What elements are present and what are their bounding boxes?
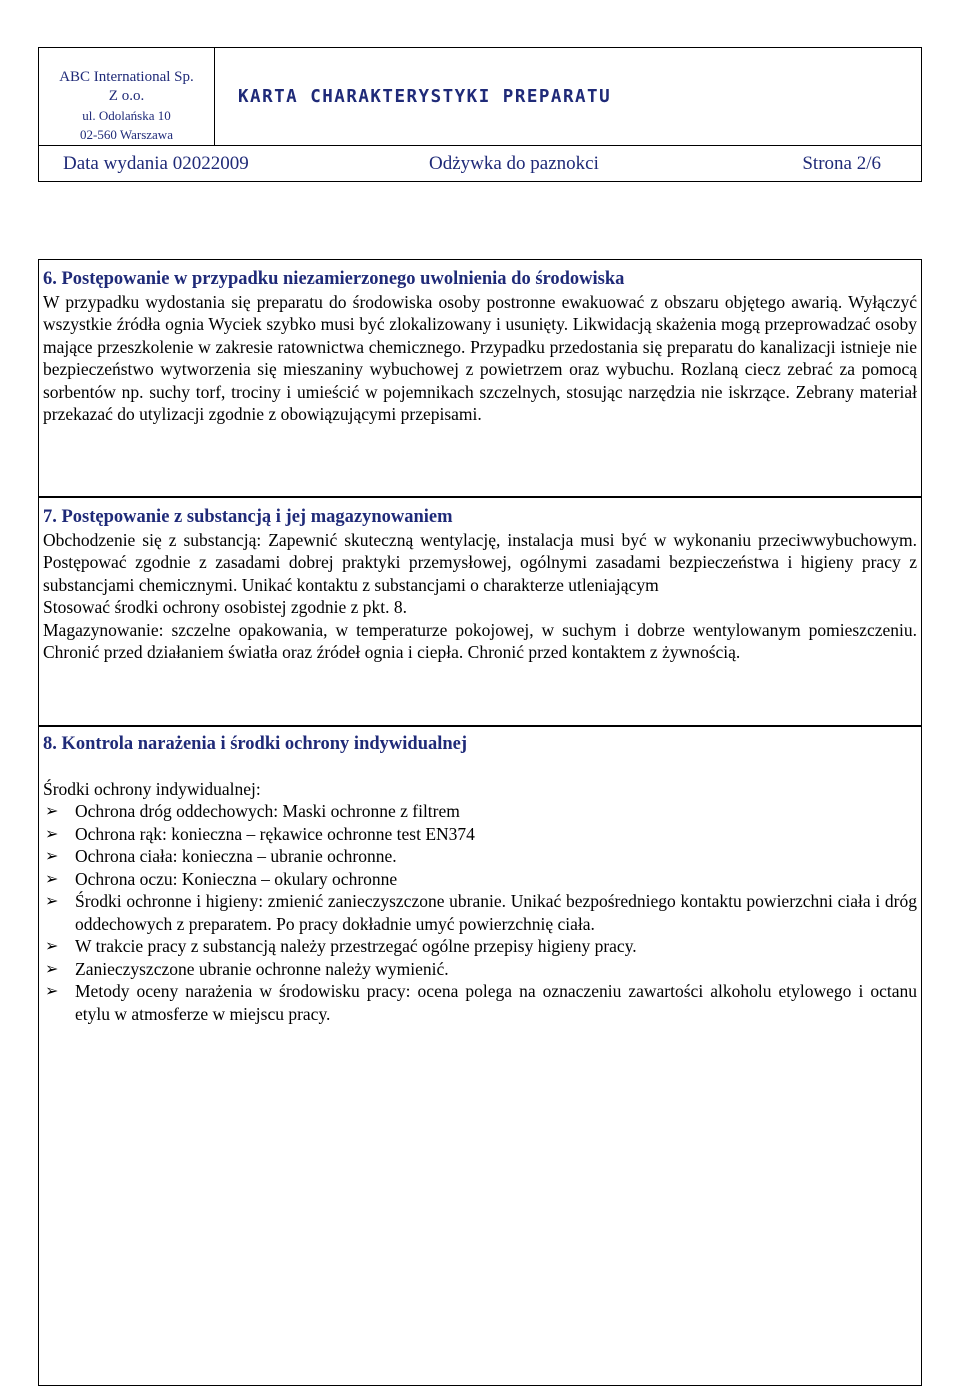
list-item: ➢ Metody oceny narażenia w środowisku pracy: ocena polega na oznaczeniu zawartości alkoholu etylowego i octanu etylu w atmosferze w miejscu pracy. (45, 981, 917, 1024)
arrowhead-bullet-icon: ➢ (45, 846, 59, 865)
arrowhead-bullet-icon: ➢ (45, 891, 59, 910)
page-number: Strona 2/6 (802, 153, 881, 174)
document-title: KARTA CHARAKTERYSTYKI PREPARATU (238, 86, 612, 107)
section-6 (38, 259, 922, 497)
ppe-list (43, 800, 917, 1025)
section-7-storage: Magazynowanie: szczelne opakowania, w temperaturze pokojowej, w suchym i dobrze wentylowanym pomieszczeniu. Chronić przed działaniem światła oraz źródeł ognia i ciepła. Chronić przed kontaktem z żywnością. (43, 619, 917, 662)
section-6-body: W przypadku wydostania się preparatu do środowiska osoby postronne ewakuować z obszaru objętego awarią. Wyłączyć wszystkie źródła ognia Wyciek szybko musi być zlokalizowany i usunięty. Likwidacją skażenia mogą przeprowadzać osoby mające przeszkolenie w zakresie ratownictwa chemicznego. Przypadku przedostania się preparatu do kanalizacji istnieje nie bezpieczeństwo wytworzenia się mieszaniny wybuchowej z powietrzem oraz wybuchu. Rozlaną ciecz zebrać za pomocą sorbentów np. suchy torf, trociny i umieścić w pojemnikach szczelnych, stosując narzędzia nie iskrzące. Zebrany materiał przekazać do utylizacji zgodnie z obowiązującymi przepisami. (43, 291, 917, 424)
section-8-heading: 8. Kontrola narażenia i środki ochrony indywidualnej (43, 734, 468, 754)
arrowhead-bullet-icon: ➢ (45, 958, 59, 978)
list-item: ➢ Ochrona rąk: konieczna – rękawice ochronne test EN374 (45, 823, 475, 844)
company-block (39, 48, 215, 145)
company-form: Z o.o. (108, 88, 145, 104)
list-item: ➢ Ochrona ciała: konieczna – ubranie ochronne. (45, 846, 397, 866)
section-7 (38, 497, 922, 726)
arrowhead-bullet-icon: ➢ (45, 936, 59, 955)
product-name: Odżywka do paznokci (429, 153, 599, 174)
list-item: ➢ Ochrona dróg oddechowych: Maski ochronne z filtrem (45, 801, 460, 821)
arrowhead-bullet-icon: ➢ (45, 868, 59, 888)
section-7-ppe-reference: Stosować środki ochrony osobistej zgodnie z pkt. 8. (43, 597, 408, 617)
company-city: 02-560 Warszawa (80, 127, 173, 142)
section-6-heading: 6. Postępowanie w przypadku niezamierzonego uwolnienia do środowiska (43, 269, 625, 289)
document-header (38, 47, 922, 182)
section-7-heading: 7. Postępowanie z substancją i jej magazynowaniem (43, 507, 453, 527)
section-8 (38, 726, 922, 1386)
company-name: ABC International Sp. (59, 69, 194, 85)
arrowhead-bullet-icon: ➢ (45, 801, 59, 820)
section-7-handling: Obchodzenie się z substancją: Zapewnić skuteczną wentylację, instalacja musi być w wykonaniu przeciwwybuchowym. Postępować zgodnie z zasadami dobrej praktyki przemysłowej, ogólnymi zasadami bezpieczeństwa i higieny pracy z substancjami chemicznymi. Unikać kontaktu z substancjami o charakterze utleniającym (43, 529, 917, 595)
arrowhead-bullet-icon: ➢ (45, 823, 59, 843)
issue-date: Data wydania 02022009 (63, 153, 249, 174)
ppe-subheading: Środki ochrony indywidualnej: (43, 778, 261, 799)
list-item: ➢ Środki ochronne i higieny: zmienić zanieczyszczone ubranie. Unikać bezpośredniego kontaktu powierzchni ciała i dróg oddechowych z preparatem. Po pracy dokładnie umyć powierzchnię ciała. (45, 891, 917, 934)
header-meta-row (39, 146, 921, 181)
arrowhead-bullet-icon: ➢ (45, 981, 59, 1000)
company-street: ul. Odolańska 10 (82, 108, 171, 123)
list-item: ➢ Ochrona oczu: Konieczna – okulary ochronne (45, 868, 398, 889)
list-item: ➢ W trakcie pracy z substancją należy przestrzegać ogólne przepisy higieny pracy. (45, 936, 637, 956)
list-item: ➢ Zanieczyszczone ubranie ochronne należy wymienić. (45, 958, 449, 979)
